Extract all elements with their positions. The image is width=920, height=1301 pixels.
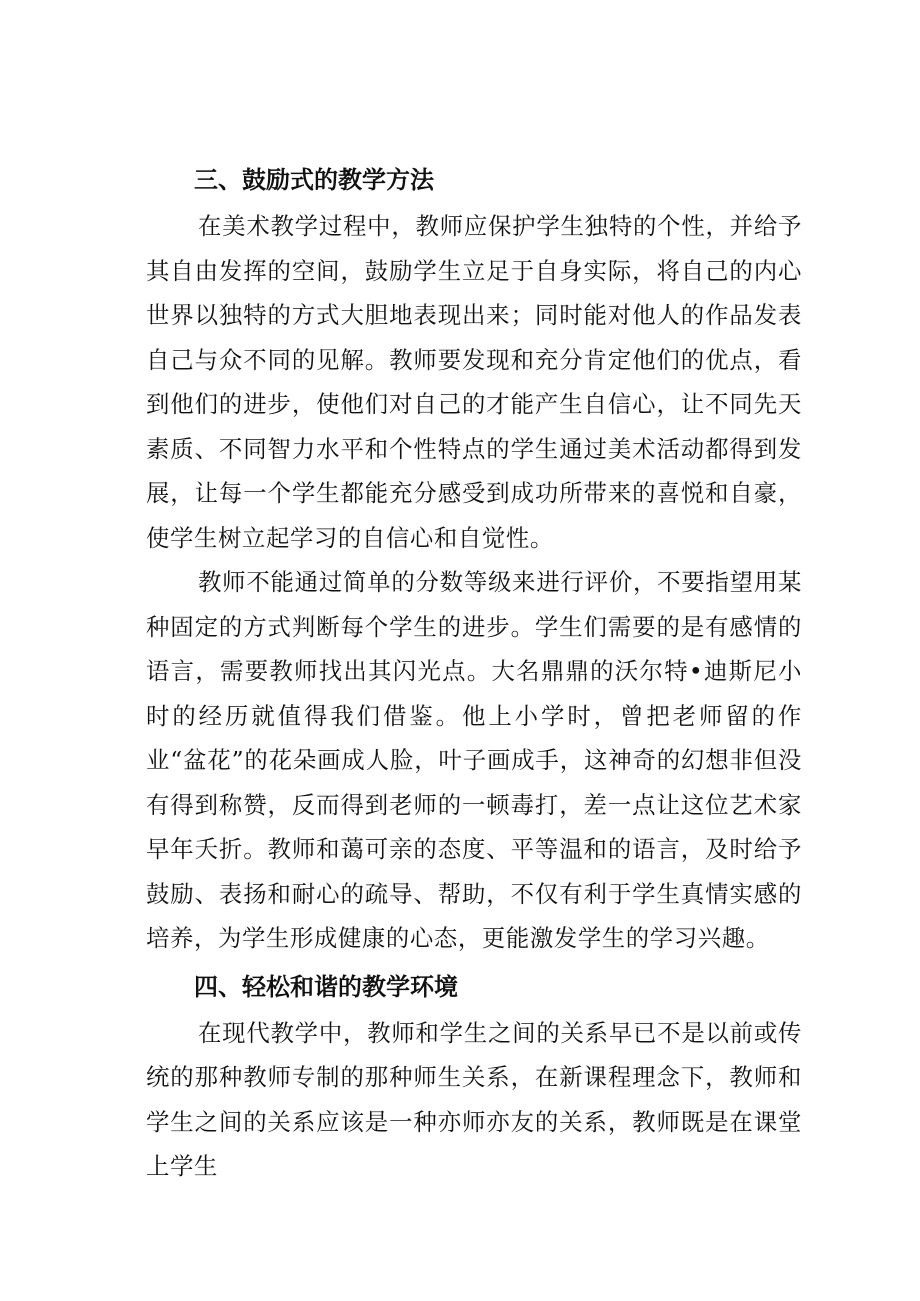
section-heading-relaxed-harmonious-environment: 四、轻松和谐的教学环境 — [194, 972, 458, 1001]
paragraph-teacher-student-relationship: 在现代教学中，教师和学生之间的关系早已不是以前或传统的那种教师专制的那种师生关系，在新课程理念下，教师和学生之间的关系应该是一种亦师亦友的关系，教师既是在课堂上学生 — [146, 1018, 802, 1180]
section-heading-encouraging-teaching-method: 三、鼓励式的教学方法 — [194, 166, 434, 194]
paragraph-protect-student-individuality: 在美术教学过程中，教师应保护学生独特的个性，并给予其自由发挥的空间，鼓励学生立足于自身实际，将自己的内心世界以独特的方式大胆地表现出来；同时能对他人的作品发表自己与众不同的见解。教师要发现和充分肯定他们的优点，看到他们的进步，使他们对自己的才能产生自信心，让不同先天素质、不同智力水平和个性特点的学生通过美术活动都得到发展，让每一个学生都能充分感受到成功所带来的喜悦和自豪，使学生树立起学习的自信心和自觉性。 — [146, 212, 802, 552]
paragraph-evaluation-and-disney-story: 教师不能通过简单的分数等级来进行评价，不要指望用某种固定的方式判断每个学生的进步。学生们需要的是有感情的语言，需要教师找出其闪光点。大名鼎鼎的沃尔特•迪斯尼小时的经历就值得我们借鉴。他上小学时，曾把老师留的作业“盆花”的花朵画成人脸，叶子画成手，这神奇的幻想非但没有得到称赞，反而得到老师的一顿毒打，差一点让这位艺术家早年夭折。教师和蔼可亲的态度、平等温和的语言，及时给予鼓励、表扬和耐心的疏导、帮助，不仅有利于学生真情实感的培养，为学生形成健康的心态，更能激发学生的学习兴趣。 — [146, 568, 802, 952]
document-body — [146, 162, 802, 1189]
